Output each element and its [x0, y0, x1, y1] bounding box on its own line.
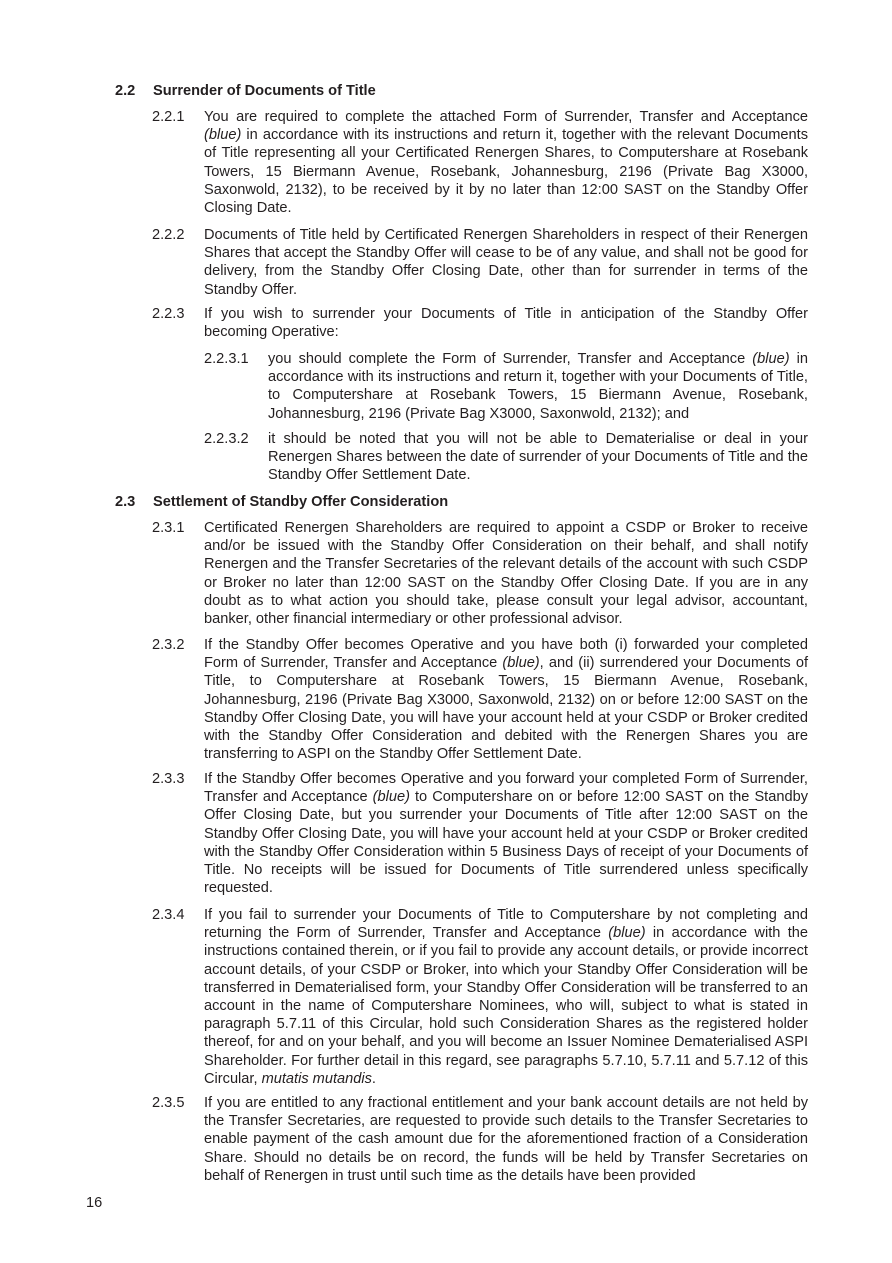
- paragraph-2-3-4: [152, 906, 808, 1088]
- paragraph-2-3-1: [152, 519, 808, 628]
- paragraph-number: 2.3.1: [152, 520, 185, 536]
- section-title: Surrender of Documents of Title: [153, 83, 376, 99]
- paragraph-2-3-5: [152, 1094, 808, 1185]
- paragraph-text: you should complete the Form of Surrender, Transfer and Acceptance (blue) in accordance with its instructions and return it, together with your Documents of Title, to Computershare at Rosebank Towers, 15 Biermann Avenue, Rosebank, Johannesburg, 2196 (Private Bag X3000, Saxonwold, 2132); and: [268, 351, 808, 422]
- paragraph-text: Certificated Renergen Shareholders are required to appoint a CSDP or Broker to receive and/or be issued with the Standby Offer Consideration on their behalf, and shall notify Renergen and the Transfer Secretaries of the relevant details of the account with such CSDP or Broker no later than 12:00 SAST on the Standby Offer Closing Date. If you are in any doubt as to what action you should take, please consult your legal advisor, accountant, banker, other financial intermediary or other professional advisor.: [204, 520, 808, 628]
- paragraph-text: Documents of Title held by Certificated Renergen Shareholders in respect of their Renergen Shares that accept the Standby Offer will cease to be of any value, and shall not be good for delivery, from the Standby Offer Closing Date, other than for surrender in terms of the Standby Offer.: [204, 227, 808, 298]
- paragraph-number: 2.2.1: [152, 109, 185, 125]
- paragraph-number: 2.3.5: [152, 1095, 185, 1111]
- paragraph-number: 2.2.3.1: [204, 351, 249, 367]
- paragraph-text: If you fail to surrender your Documents of Title to Computershare by not completing and returning the Form of Surrender, Transfer and Acceptance (blue) in accordance with the instructions contained therein, or if you fail to provide any account details, or provide incorrect account details, of your CSDP or Broker, into which your Standby Offer Consideration will be transferred in Dematerialised form, your Standby Offer Consideration will be transferred to an account in the name of Computershare Nominees, who will, subject to what is stated in paragraph 5.7.11 of this Circular, hold such Consideration Shares as the registered holder thereof, for and on your behalf, and you will become an Issuer Nominee Dematerialised ASPI Shareholder. For further detail in this regard, see paragraphs 5.7.10, 5.7.11 and 5.7.12 of this Circular, mutatis mutandis.: [204, 907, 808, 1087]
- paragraph-text: it should be noted that you will not be able to Dematerialise or deal in your Renergen Shares between the date of surrender of your Documents of Title and the Standby Offer Settlement Date.: [268, 431, 808, 484]
- section-title: Settlement of Standby Offer Consideration: [153, 494, 449, 510]
- section-number: 2.3: [115, 494, 136, 510]
- paragraph-text: If the Standby Offer becomes Operative and you have both (i) forwarded your completed Form of Surrender, Transfer and Acceptance (blue), and (ii) surrendered your Documents of Title, to Computershare at Rosebank Towers, 15 Biermann Avenue, Rosebank, Johannesburg, 2196 (Private Bag X3000, Saxonwold, 2132) on or before 12:00 SAST on the Standby Offer Closing Date, you will have your account held at your CSDP or Broker credited with the Standby Offer Consideration and debited with the Renergen Shares you are transferring to ASPI on the Standby Offer Settlement Date.: [204, 637, 808, 763]
- paragraph-2-2-3-1: [204, 350, 808, 423]
- paragraph-text: You are required to complete the attached Form of Surrender, Transfer and Acceptance (blue) in accordance with its instructions and return it, together with the relevant Documents of Title representing all your Certificated Renergen Shares, to Computershare at Rosebank Towers, 15 Biermann Avenue, Rosebank, Johannesburg, 2196 (Private Bag X3000, Saxonwold, 2132), to be received by it by no later than 12:00 SAST on the Standby Offer Closing Date.: [204, 109, 808, 217]
- paragraph-number: 2.3.4: [152, 907, 185, 923]
- paragraph-number: 2.2.3.2: [204, 431, 249, 447]
- paragraph-2-2-3-2: [204, 430, 808, 485]
- paragraph-2-2-1: [152, 108, 808, 217]
- paragraph-2-2-2: [152, 226, 808, 299]
- paragraph-2-3-3: [152, 770, 808, 897]
- paragraph-2-2-3: [152, 305, 808, 341]
- paragraph-number: 2.2.3: [152, 306, 185, 322]
- paragraph-number: 2.2.2: [152, 227, 185, 243]
- paragraph-2-3-2: [152, 636, 808, 763]
- page-number: 16: [86, 1195, 103, 1211]
- paragraph-text: If the Standby Offer becomes Operative and you forward your completed Form of Surrender, Transfer and Acceptance (blue) to Computershare on or before 12:00 SAST on the Standby Offer Closing Date, but you surrender your Documents of Title after 12:00 SAST on the Standby Offer Closing Date, you will have your account held at your CSDP or Broker credited with the Standby Offer Consideration within 5 Business Days of receipt of your Documents of Title. No receipts will be issued for Documents of Title surrendered unless specifically requested.: [204, 771, 808, 897]
- section-number: 2.2: [115, 83, 136, 99]
- paragraph-text: If you wish to surrender your Documents of Title in anticipation of the Standby Offer becoming Operative:: [204, 306, 808, 341]
- paragraph-number: 2.3.3: [152, 771, 185, 787]
- paragraph-number: 2.3.2: [152, 637, 185, 653]
- paragraph-text: If you are entitled to any fractional entitlement and your bank account details are not held by the Transfer Secretaries, are requested to provide such details to the Transfer Secretaries to enable payment of the cash amount due for the aforementioned fraction of a Consideration Share. Should no details be on record, the funds will be held by Transfer Secretaries on behalf of Renergen in trust until such time as the details have been provided: [204, 1095, 808, 1184]
